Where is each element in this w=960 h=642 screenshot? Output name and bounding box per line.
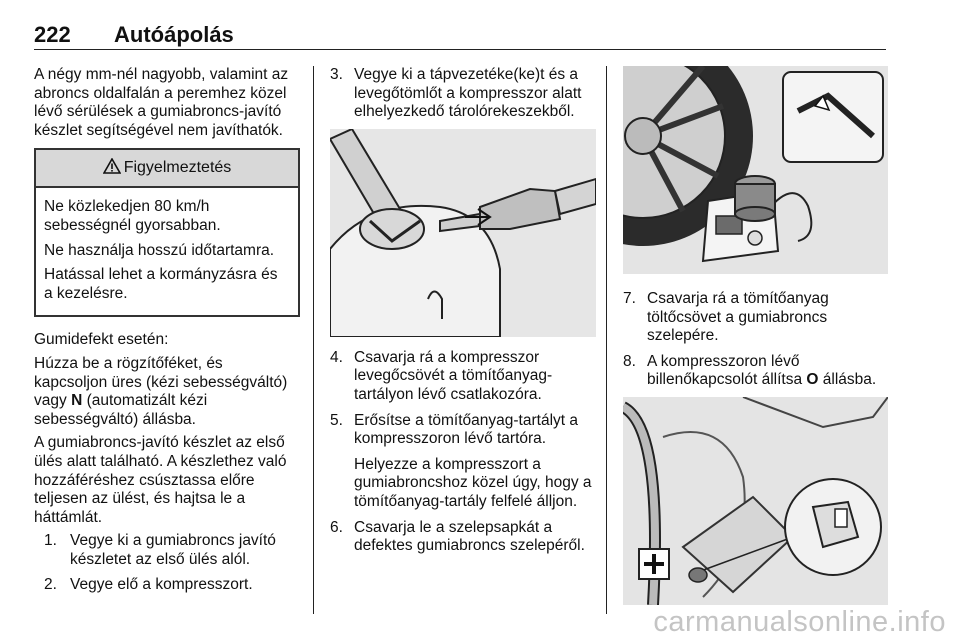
warning-text-duration: Ne használja hosszú időtartamra. — [44, 241, 275, 259]
flat-tyre-heading: Gumidefekt esetén: — [34, 331, 169, 349]
list-item: 5. Erősítse a tömítőanyag-tartályt a kompresszoron lévő tartóra. Helyezze a kompresszort a gumiabroncshoz közel úgy, hogy a tömítőanyag-tartály felfelé álljon. — [330, 412, 596, 512]
list-item: 3. Vegye ki a tápvezetéke(ke)t és a levegőtömlőt a kompresszor alatt elhelyezkedő tárolórekeszekből. — [330, 66, 582, 121]
steps-list-2b — [330, 349, 596, 556]
gear-n-label: N — [71, 392, 83, 410]
intro-paragraph: A négy mm-nél nagyobb, valamint az abroncs oldalfalán a peremhez közel lévő sérülések a gumiabroncs-javító készlet segítségével nem javíthatók. — [34, 66, 289, 139]
column-3 — [623, 66, 888, 605]
compressor-hose-illustration — [330, 129, 596, 337]
switch-detail-illustration — [623, 397, 888, 605]
column-divider — [606, 66, 607, 614]
list-item: 7. Csavarja rá a tömítőanyag töltőcsövet a gumiabroncs szelepére. — [623, 290, 829, 345]
list-item: 8. A kompresszoron lévő billenőkapcsolót állítsa O állásba. — [623, 352, 877, 389]
tyre-compressor-illustration — [623, 66, 888, 274]
steps-list-1 — [34, 532, 300, 595]
warning-header — [36, 150, 298, 188]
warning-triangle-icon — [103, 158, 121, 180]
column-1 — [34, 66, 300, 602]
page-header — [34, 22, 886, 52]
page-title: Autóápolás — [114, 22, 234, 47]
kit-location-paragraph: A gumiabroncs-javító készlet az első ülés alatt található. A készlethez való hozzáféréshez csúsztassa előre teljesen az ülést, és hajtsa le a háttámlát. — [34, 434, 287, 526]
warning-text-steering: Hatással lehet a kormányzásra és a kezelésre. — [44, 266, 278, 302]
warning-box — [34, 148, 300, 317]
switch-o-label: O — [806, 371, 819, 389]
steps-list-2a — [330, 66, 596, 122]
page-number: 222 — [34, 22, 71, 47]
list-item: 1. Vegye ki a gumiabroncs javító készletet az első ülés alól. — [44, 532, 276, 568]
header-rule — [34, 49, 886, 50]
watermark-text: carmanualsonline.info — [653, 606, 946, 638]
step5-note: Helyezze a kompresszort a gumiabroncshoz közel úgy, hogy a tömítőanyag-tartály felfelé álljon. — [354, 455, 592, 510]
list-item: 2. Vegye elő a kompresszort. — [44, 576, 253, 594]
handbrake-paragraph: Húzza be a rögzítőféket, és kapcsoljon üres (kézi sebességváltó) vagy N (automatizált kézi sebességváltó) állásba. — [34, 354, 288, 428]
list-item: 6. Csavarja le a szelepsapkát a defektes gumiabroncs szelepéről. — [330, 518, 585, 555]
steps-list-3 — [623, 290, 888, 390]
warning-text-speed: Ne közlekedjen 80 km/h sebességnél gyorsabban. — [44, 198, 221, 234]
warning-title: Figyelmeztetés — [123, 159, 232, 177]
column-2 — [330, 66, 596, 563]
column-divider — [313, 66, 314, 614]
warning-body — [36, 188, 298, 315]
list-item: 4. Csavarja rá a kompresszor levegőcsövét a tömítőanyag-tartályon lévő csatlakozóra. — [330, 348, 553, 403]
